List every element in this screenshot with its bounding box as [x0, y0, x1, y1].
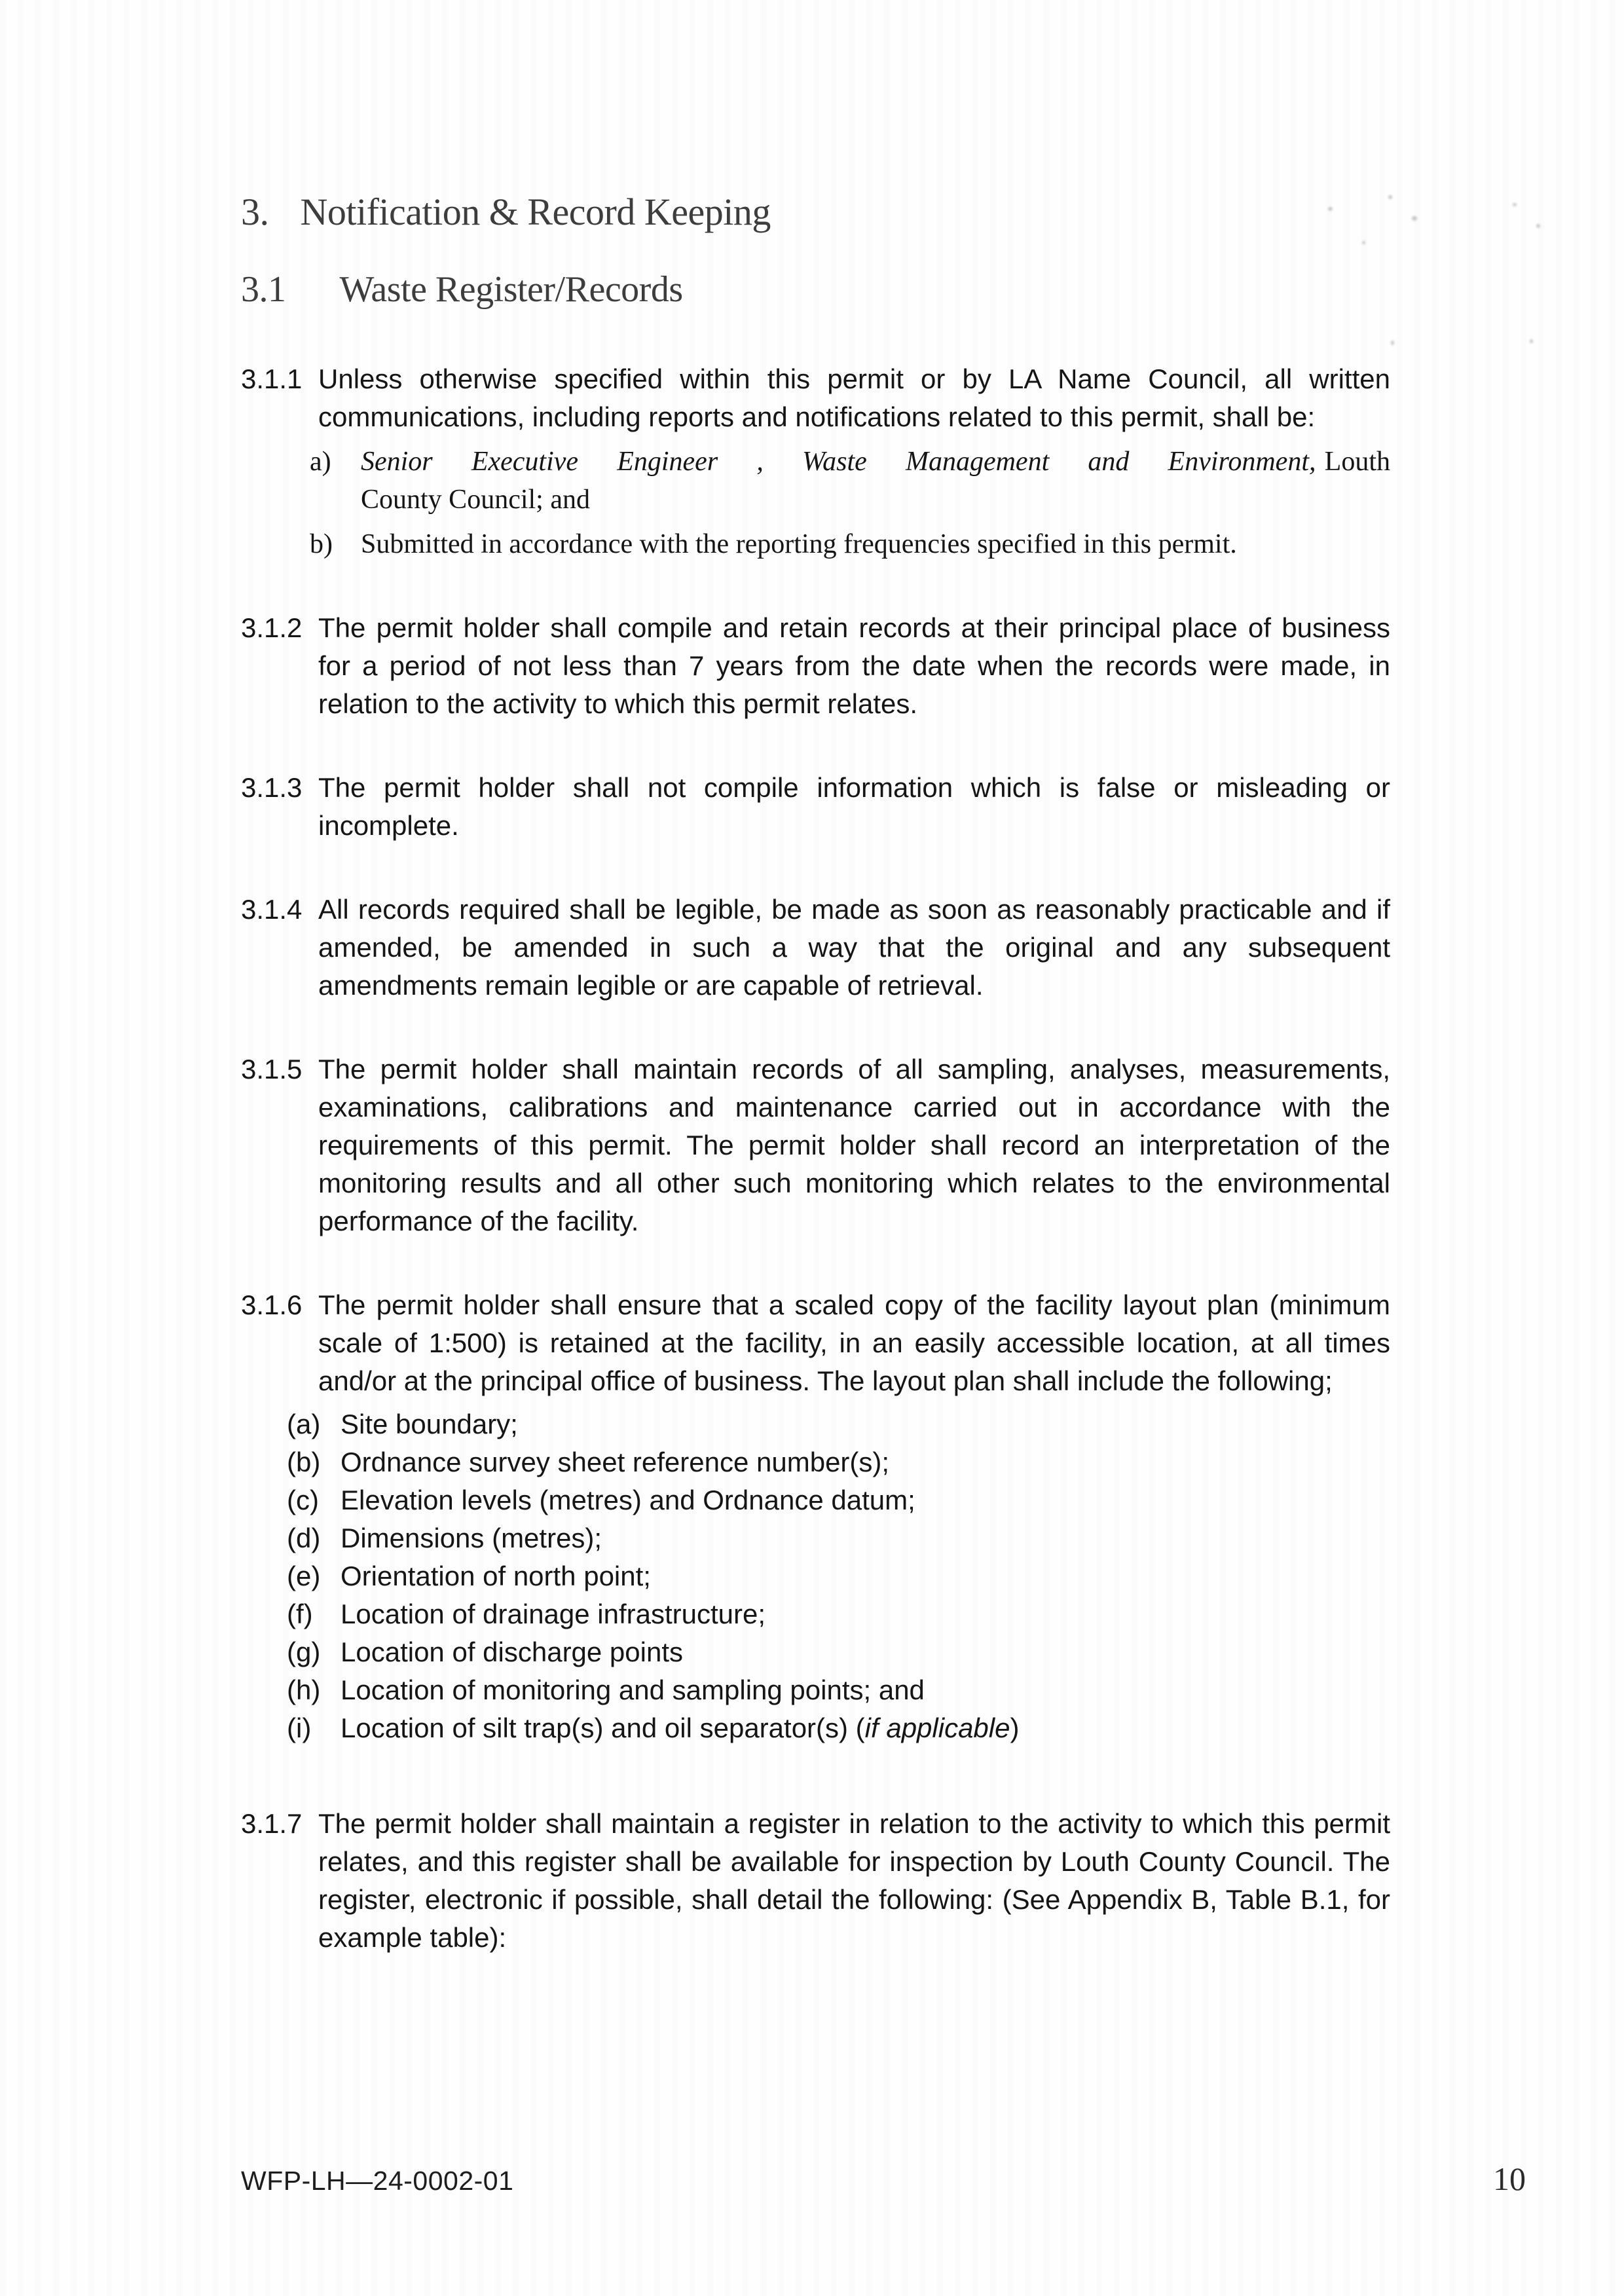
scan-speck	[1536, 224, 1540, 228]
layout-plan-item-e	[287, 1557, 1390, 1595]
subitem-text: Submitted in accordance with the reporting frequencies specified in this permit.	[361, 529, 1237, 559]
list-item-text: Dimensions (metres);	[341, 1523, 602, 1553]
clause-3-1-5	[241, 1050, 1390, 1240]
layout-plan-item-a	[287, 1405, 1390, 1443]
subitem-a	[310, 443, 1390, 519]
subsection-number: 3.1	[241, 269, 286, 310]
page-content	[241, 190, 1390, 2003]
list-marker: (h)	[287, 1675, 321, 1705]
scan-speck	[1391, 341, 1394, 345]
scan-speck	[1530, 339, 1533, 343]
clause-3-1-7	[241, 1805, 1390, 1957]
clause-number: 3.1.3	[241, 772, 303, 803]
list-marker: (e)	[287, 1561, 321, 1591]
document-reference: WFP-LH—24-0002-01	[241, 2166, 514, 2196]
list-marker: (a)	[287, 1409, 321, 1439]
list-marker: (f)	[287, 1599, 313, 1629]
list-item-text: Elevation levels (metres) and Ordnance datum;	[341, 1485, 915, 1515]
list-marker: (b)	[287, 1447, 321, 1477]
clause-3-1-3	[241, 769, 1390, 845]
scan-speck	[1412, 216, 1417, 221]
layout-plan-item-c	[287, 1481, 1390, 1519]
list-item-text	[341, 1709, 1019, 1747]
clause-text: All records required shall be legible, be made as soon as reasonably practicable and if amended, be amended in such a way that the original and any subsequent amendments remain legible or are capable of retrieval.	[318, 894, 1390, 1001]
clause-3-1-2	[241, 609, 1390, 723]
list-item-text: Orientation of north point;	[341, 1561, 651, 1591]
clause-text: The permit holder shall compile and retain records at their principal place of business for a period of not less than 7 years from the date when the records were made, in relation to the activity to which this permit relates.	[318, 612, 1390, 719]
clause-number: 3.1.7	[241, 1808, 303, 1839]
list-marker: (i)	[287, 1713, 312, 1743]
list-item-text-after: )	[1010, 1713, 1020, 1743]
list-item-text-before: Location of silt trap(s) and oil separator(s) (	[341, 1713, 865, 1743]
layout-plan-item-h	[287, 1671, 1390, 1709]
section-heading	[241, 190, 1390, 234]
subitem-regular-text: Louth County Council; and	[361, 447, 1390, 515]
clause-number: 3.1.5	[241, 1054, 303, 1084]
layout-plan-item-d	[287, 1519, 1390, 1557]
clause-text: The permit holder shall maintain records of all sampling, analyses, measurements, examinations, calibrations and maintenance carried out in accordance with the requirements of this permit. The permit holder shall record an interpretation of the monitoring results and all other such monitoring which relates to the environmental performance of the facility.	[318, 1054, 1390, 1236]
section-number: 3.	[241, 191, 269, 233]
list-marker: (g)	[287, 1637, 321, 1667]
clause-number: 3.1.2	[241, 612, 303, 643]
list-item-text: Location of drainage infrastructure;	[341, 1599, 766, 1629]
subitem-marker: b)	[310, 529, 333, 559]
clause-text: The permit holder shall maintain a register in relation to the activity to which this permit relates, and this register shall be available for inspection by Louth County Council. The register, electronic if possible, shall detail the following: (See Appendix B, Table B.1, for example table):	[318, 1808, 1390, 1953]
list-item-text: Ordnance survey sheet reference number(s);	[341, 1447, 890, 1477]
layout-plan-item-f	[287, 1595, 1390, 1633]
clause-number: 3.1.4	[241, 894, 303, 925]
page-footer	[241, 2160, 1526, 2198]
clause-text: Unless otherwise specified within this permit or by LA Name Council, all written communications, including reports and notifications related to this permit, shall be:	[318, 363, 1390, 432]
list-marker: (d)	[287, 1523, 321, 1553]
list-item-text: Location of discharge points	[341, 1637, 684, 1667]
subitem-italic-text: Senior Executive Engineer , Waste Management and Environment,	[361, 447, 1316, 477]
list-marker: (c)	[287, 1485, 319, 1515]
subitem-marker: a)	[310, 447, 331, 477]
layout-plan-list	[287, 1405, 1390, 1747]
clause-3-1-1	[241, 360, 1390, 563]
clause-number: 3.1.6	[241, 1289, 303, 1320]
subsection-title: Waste Register/Records	[339, 269, 683, 310]
subitem-text	[361, 443, 1390, 519]
page-number: 10	[1493, 2160, 1526, 2197]
scan-speck	[1513, 203, 1517, 206]
clause-3-1-6	[241, 1286, 1390, 1747]
clause-number: 3.1.1	[241, 363, 303, 394]
list-item-text: Site boundary;	[341, 1409, 518, 1439]
section-title: Notification & Record Keeping	[300, 191, 771, 233]
clause-text: The permit holder shall not compile information which is false or misleading or incomplete.	[318, 772, 1390, 841]
clause-text: The permit holder shall ensure that a scaled copy of the facility layout plan (minimum scale of 1:500) is retained at the facility, in an easily accessible location, at all times and/or at the principal office of business. The layout plan shall include the following;	[318, 1289, 1390, 1396]
layout-plan-item-i	[287, 1709, 1390, 1747]
list-item-italic-text: if applicable	[864, 1713, 1010, 1743]
layout-plan-item-g	[287, 1633, 1390, 1671]
layout-plan-item-b	[287, 1443, 1390, 1481]
subsection-heading	[241, 268, 1390, 310]
list-item-text: Location of monitoring and sampling points; and	[341, 1675, 925, 1705]
clause-3-1-4	[241, 891, 1390, 1005]
subitem-b	[310, 525, 1390, 563]
